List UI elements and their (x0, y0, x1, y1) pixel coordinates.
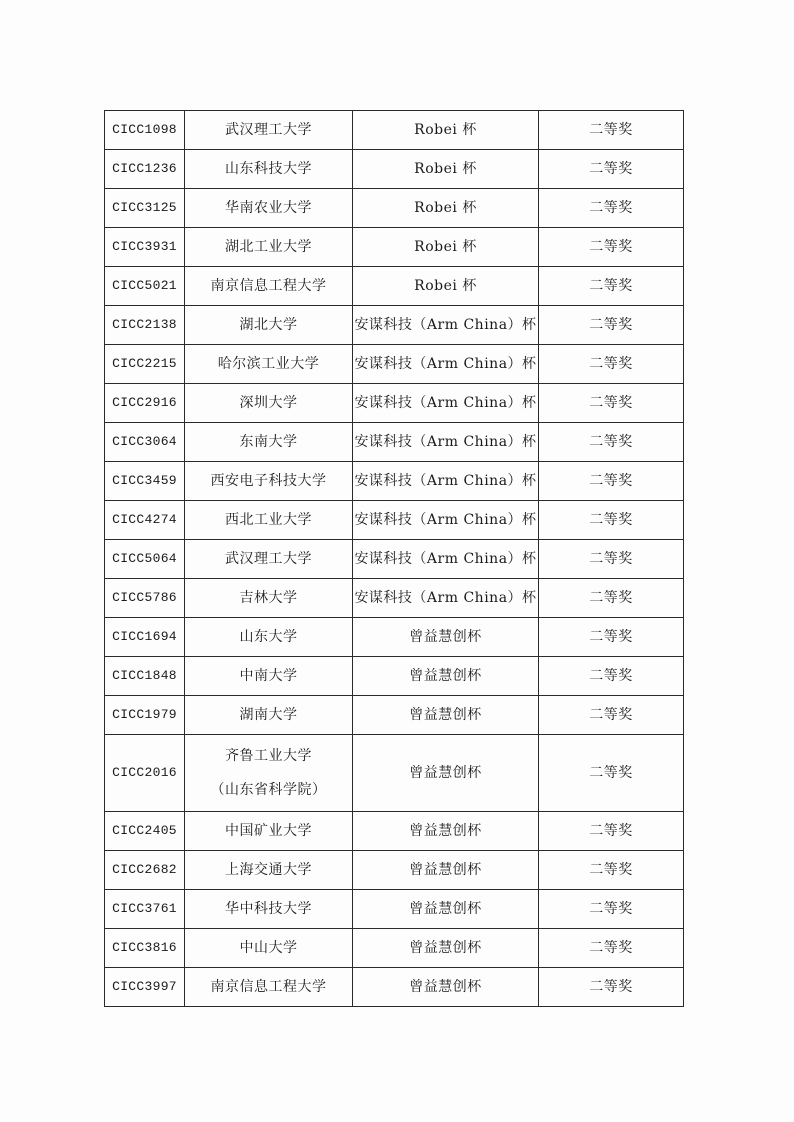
cup-cell: Robei 杯 (353, 150, 539, 189)
school-name: 齐鲁工业大学 (225, 748, 312, 764)
table-row (105, 540, 684, 579)
table-row (105, 306, 684, 345)
school-cell: 中山大学 (185, 929, 353, 968)
table-row (105, 812, 684, 851)
cup-cell: Robei 杯 (353, 228, 539, 267)
cup-cell: 曾益慧创杯 (353, 968, 539, 1007)
school-cell: 湖南大学 (185, 696, 353, 735)
school-cell (185, 735, 353, 812)
table-row (105, 929, 684, 968)
cup-cell: 安谋科技（Arm China）杯 (353, 501, 539, 540)
table-row (105, 696, 684, 735)
entry-id-cell: CICC5786 (105, 579, 185, 618)
entry-id-cell: CICC4274 (105, 501, 185, 540)
award-cell: 二等奖 (539, 657, 684, 696)
cup-cell: 曾益慧创杯 (353, 812, 539, 851)
award-cell: 二等奖 (539, 812, 684, 851)
school-cell: 哈尔滨工业大学 (185, 345, 353, 384)
school-cell: 华中科技大学 (185, 890, 353, 929)
cup-cell: 曾益慧创杯 (353, 929, 539, 968)
school-cell: 东南大学 (185, 423, 353, 462)
entry-id-cell: CICC1979 (105, 696, 185, 735)
table-row (105, 735, 684, 812)
award-cell: 二等奖 (539, 384, 684, 423)
entry-id-cell: CICC1236 (105, 150, 185, 189)
school-cell: 山东大学 (185, 618, 353, 657)
cup-cell: 曾益慧创杯 (353, 696, 539, 735)
award-cell: 二等奖 (539, 851, 684, 890)
table-row (105, 111, 684, 150)
award-cell: 二等奖 (539, 345, 684, 384)
entry-id-cell: CICC3931 (105, 228, 185, 267)
school-cell: 湖北工业大学 (185, 228, 353, 267)
cup-cell: 安谋科技（Arm China）杯 (353, 306, 539, 345)
table-row (105, 189, 684, 228)
table-row (105, 228, 684, 267)
cup-cell: 安谋科技（Arm China）杯 (353, 423, 539, 462)
award-cell: 二等奖 (539, 267, 684, 306)
award-cell: 二等奖 (539, 618, 684, 657)
entry-id-cell: CICC2016 (105, 735, 185, 812)
cup-cell: 曾益慧创杯 (353, 657, 539, 696)
table-row (105, 890, 684, 929)
awards-table (104, 110, 684, 1007)
school-cell: 南京信息工程大学 (185, 267, 353, 306)
entry-id-cell: CICC2405 (105, 812, 185, 851)
school-cell: 湖北大学 (185, 306, 353, 345)
entry-id-cell: CICC5021 (105, 267, 185, 306)
cup-cell: Robei 杯 (353, 111, 539, 150)
entry-id-cell: CICC3459 (105, 462, 185, 501)
award-cell: 二等奖 (539, 540, 684, 579)
table-row (105, 579, 684, 618)
cup-cell: Robei 杯 (353, 189, 539, 228)
award-cell: 二等奖 (539, 189, 684, 228)
table-row (105, 501, 684, 540)
award-cell: 二等奖 (539, 306, 684, 345)
entry-id-cell: CICC3125 (105, 189, 185, 228)
entry-id-cell: CICC5064 (105, 540, 185, 579)
school-cell: 中南大学 (185, 657, 353, 696)
school-cell: 吉林大学 (185, 579, 353, 618)
award-cell: 二等奖 (539, 968, 684, 1007)
table-row (105, 657, 684, 696)
table-row (105, 423, 684, 462)
award-cell: 二等奖 (539, 501, 684, 540)
school-cell: 西安电子科技大学 (185, 462, 353, 501)
award-cell: 二等奖 (539, 735, 684, 812)
award-cell: 二等奖 (539, 228, 684, 267)
table-row (105, 384, 684, 423)
awards-table-body (105, 111, 684, 1007)
school-cell: 南京信息工程大学 (185, 968, 353, 1007)
entry-id-cell: CICC2138 (105, 306, 185, 345)
award-cell: 二等奖 (539, 929, 684, 968)
cup-cell: 安谋科技（Arm China）杯 (353, 579, 539, 618)
table-row (105, 267, 684, 306)
entry-id-cell: CICC3997 (105, 968, 185, 1007)
school-cell: 上海交通大学 (185, 851, 353, 890)
school-cell: 武汉理工大学 (185, 540, 353, 579)
table-row (105, 462, 684, 501)
school-cell: 中国矿业大学 (185, 812, 353, 851)
entry-id-cell: CICC1098 (105, 111, 185, 150)
award-cell: 二等奖 (539, 890, 684, 929)
entry-id-cell: CICC2215 (105, 345, 185, 384)
cup-cell: 安谋科技（Arm China）杯 (353, 345, 539, 384)
entry-id-cell: CICC1694 (105, 618, 185, 657)
cup-cell: Robei 杯 (353, 267, 539, 306)
entry-id-cell: CICC1848 (105, 657, 185, 696)
entry-id-cell: CICC3064 (105, 423, 185, 462)
award-cell: 二等奖 (539, 579, 684, 618)
cup-cell: 安谋科技（Arm China）杯 (353, 384, 539, 423)
cup-cell: 曾益慧创杯 (353, 735, 539, 812)
award-cell: 二等奖 (539, 150, 684, 189)
cup-cell: 安谋科技（Arm China）杯 (353, 540, 539, 579)
entry-id-cell: CICC3761 (105, 890, 185, 929)
award-cell: 二等奖 (539, 111, 684, 150)
table-row (105, 968, 684, 1007)
school-name-secondary: （山东省科学院） (210, 782, 327, 798)
table-row (105, 851, 684, 890)
entry-id-cell: CICC2682 (105, 851, 185, 890)
entry-id-cell: CICC2916 (105, 384, 185, 423)
table-row (105, 345, 684, 384)
cup-cell: 曾益慧创杯 (353, 890, 539, 929)
school-cell: 武汉理工大学 (185, 111, 353, 150)
award-cell: 二等奖 (539, 423, 684, 462)
school-cell: 深圳大学 (185, 384, 353, 423)
cup-cell: 曾益慧创杯 (353, 618, 539, 657)
award-cell: 二等奖 (539, 462, 684, 501)
cup-cell: 安谋科技（Arm China）杯 (353, 462, 539, 501)
school-cell: 山东科技大学 (185, 150, 353, 189)
award-cell: 二等奖 (539, 696, 684, 735)
cup-cell: 曾益慧创杯 (353, 851, 539, 890)
entry-id-cell: CICC3816 (105, 929, 185, 968)
school-cell: 华南农业大学 (185, 189, 353, 228)
school-cell: 西北工业大学 (185, 501, 353, 540)
table-row (105, 618, 684, 657)
table-row (105, 150, 684, 189)
